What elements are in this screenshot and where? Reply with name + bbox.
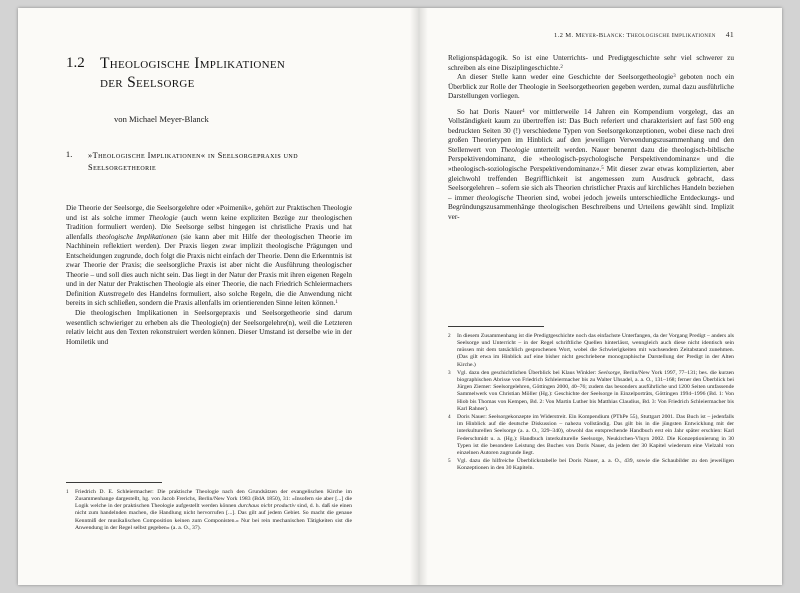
footnote-text: Doris Nauer: Seelsorgekonzepte im Widerstreit. Ein Kompendium (PThPe 55), Stuttgart 2001. Das Buch ist – jedenfalls im Hinblick auf die deutsche Diskussion – nahezu vollständig. Das gilt bis in die jüngsten Entwicklung mit der interkulturellen Seelsorge (a. a. O., 329–340), obwohl das entsprechende Handbuch erst ein Jahr später erschien: Karl Federschmidt u. a. (Hg.): Handbuch interkulturelle Seelsorge, Neukirchen-Vluyn 2002. Die Konzeptionierung in 30 Typen ist die besondere Leistung des Buches von Doris Nauer, da jedem der 30 Kapitel wiederum eine Vielzahl von einzelnen Autoren zugrunde liegt. [457, 414, 734, 456]
running-head [448, 30, 734, 39]
paragraph: Die theologischen Implikationen in Seelsorgepraxis und Seelsorgetheorie sind darum wesentlich schwieriger zu erheben als die Theologie(n) der Seelsorgelehre(n), weil die Letzteren relativ leicht aus den Texten rekonstruiert werden können. Dieser Umstand ist derselbe wie in der Homiletik und [66, 309, 352, 346]
footnote-number: 2 [448, 333, 451, 340]
chapter-title-line-2: der Seelsorge [100, 74, 195, 91]
chapter-heading [66, 54, 356, 124]
book-spread [18, 8, 782, 585]
right-footnotes [448, 333, 734, 474]
footnote-number: 5 [448, 458, 451, 465]
page-left [18, 8, 400, 585]
paragraph: Religionspädagogik. So ist eine Unterrichts- und Predigtgeschichte sehr viel schwerer zu schreiben als eine Disziplingeschichte.$^2$ [448, 54, 734, 72]
footnote-text: Friedrich D. E. Schleiermacher: Die praktische Theologie nach den Grundsätzen der evangelischen Kirche im Zusammenhange dargestellt, hg. von Jacob Frerichs, Berlin/New York 1983 (BdA 1850), 31: »Insofern sie aber [...] die Logik welche in der praktischen Theologie aufgestellt werden können durchaus nicht productiv sind, d. h. daß sie einen nicht zum handelnden machen, die Handlung nicht hervorrufen [...]. Das gilt auf jedem Gebiet. So macht die genaue Kenntniß der musikalischen Composition keinen zum Componisten.« Nur bei rein mechanischen Tätigkeiten sist die Anwendung in der Regel selbst gegeben« (a. a. O., 37). [75, 489, 353, 531]
page-number: 41 [725, 30, 734, 39]
footnote-number: 1 [66, 489, 69, 496]
footnote-text: In diesem Zusammenhang ist die Predigtgeschichte noch das einfachste Unterfangen, da der Vorgang Predigt – anders als Seelsorge und Unterricht – in der Regel schriftliche Quellen hinterlässt, wenngleich auch diese nicht identisch sein müssen mit dem tatsächlich gesprochenen Wort, wobei die Schwierigkeiten mit wachsendem Zeitabstand zunehmen. (Das gilt etwa im Hinblick auf eine bisher nicht geschriebene monographische Darstellung der Predigt in der Alten Kirche.) [457, 333, 734, 368]
footnote-separator [66, 482, 162, 483]
section-number: 1. [66, 150, 73, 159]
page-right [400, 8, 782, 585]
footnote [448, 370, 734, 413]
left-body-text [66, 204, 352, 347]
chapter-author: von Michael Meyer-Blanck [114, 114, 209, 124]
paragraph: An dieser Stelle kann weder eine Geschichte der Seelsorgetheologie$^3$ geboten noch ein Überblick zur Rolle der Theologie in Seelsorgetheorien gegeben werden, zumal dazu ausführliche Darstellungen vorliegen. [448, 73, 735, 101]
section-heading [66, 150, 356, 173]
section-title: »Theologische Implikationen« in Seelsorgepraxis und Seelsorgetheorie [88, 151, 298, 172]
footnote-text: Vgl. dazu den geschichtlichen Überblick bei Klaus Winkler: Seelsorge, Berlin/New York 1997, 77–131; bes. die kurzen biographischen Abrisse von Friedrich Schleiermacher bis zu Walter Uhsadel, a. a. O., 131–168; ferner den Überblick bei Jürgen Ziemer: Seelsorgelehren, Göttingen 2000, 40–76; zudem das besonders ausführliche und 1200 Seiten umfassende Sammelwerk von Christian Möller (Hg.): Geschichte der Seelsorge in Einzelporträts, Göttingen 1994–1996 (Bd. 1: Von Hiob bis Thomas von Kempen, Bd. 2: Von Martin Luther bis Matthias Claudius, Bd. 3: Von Friedrich Schleiermacher bis Karl Rahner). [457, 369, 735, 412]
footnote-number: 4 [448, 414, 451, 421]
left-footnotes [66, 489, 352, 533]
footnote-text: Vgl. dazu die hilfreiche Überblickstabelle bei Doris Nauer, a. a. O., 439, sowie die Schaubilder zu den jeweiligen Konzeptionen in den 30 Kapiteln. [457, 458, 734, 472]
footnote [66, 489, 352, 532]
right-body-text [448, 54, 734, 222]
paragraph: Die Theorie der Seelsorge, die Seelsorgelehre oder »Poimenik«, gehört zur Praktischen Theologie und ist als solche immer Theologie (auch wenn keine expliziten Bezüge zur theologischen Tradition formuliert werden). Die Seelsorge selbst hingegen ist christliche Praxis und hat allenfalls theologische Implikationen (sie kann aber mit Hilfe der theologischen Theorie im Nachhinein reflektiert werden). Der Praxis liegen zwar implizit theologische Prägungen und Entscheidungen zugrunde, doch folgt die Praxis nicht einfach der Theorie. Denn die Erkenntnis ist zwar Theorie der Praxis; die seelsorgliche Praxis ist aber nicht die Ausführung theologischer Theorie – und soll dies auch nicht sein. Das liegt in der Natur der Praxis mit ihren eigenen Regeln und in der Natur der Praktischen Theologie als einer Theorie, die nach Friedrich Schleiermachers Definition Kunstregeln des Handelns formuliert, also solche Regeln, die die Anwendung nicht bereits in sich schließen, sondern die Praxis allenfalls im orientierenden Sinne leiten können.$^1$ [66, 204, 352, 308]
running-head-title: 1.2 M. Meyer-Blanck: Theologische Implikationen [554, 32, 716, 39]
footnote-separator [448, 326, 544, 327]
footnote [448, 458, 734, 472]
footnote [448, 333, 734, 369]
chapter-number: 1.2 [66, 55, 85, 71]
footnote [448, 414, 734, 457]
paragraph: So hat Doris Nauer$^4$ vor mittlerweile 14 Jahren ein Kompendium vorgelegt, das an Vollständigkeit kaum zu übertreffen ist: Das Buch referiert und charakterisiert auf fast 500 eng bedruckten Seiten 30 (!) verschiedene Typen von Seelsorgekonzeptionen, wobei diese nach drei großen Theorietypen im Hinblick auf den jeweiligen Verwendungszusammenhang und den Stellenwert von Theologie unterteilt werden. Nauer benennt dazu die theologisch-biblische Perspektivendominanz, die »theologisch-psychologische Perspektivendominanz« und die »theologisch-soziologische Perspektivendominanz«.$^5$ Mit dieser zwar etwas komplizierten, aber gleichwohl treffenden Begrifflichkeit ist angemessen zum Ausdruck gebracht, dass Seelsorgelehren – sofern sie sich als Theorien christlicher Praxis auf kirchliches Handeln beziehen – immer theologische Theorien sind, wobei jedoch jeweils unterschiedliche Entdeckungs- und Begründungszusammenhänge theologischen Beschreibens und Urteilens gewählt sind. Implizit ver- [448, 107, 734, 221]
footnote-number: 3 [448, 370, 451, 377]
chapter-title-line-1: Theologische Implikationen [100, 55, 286, 72]
